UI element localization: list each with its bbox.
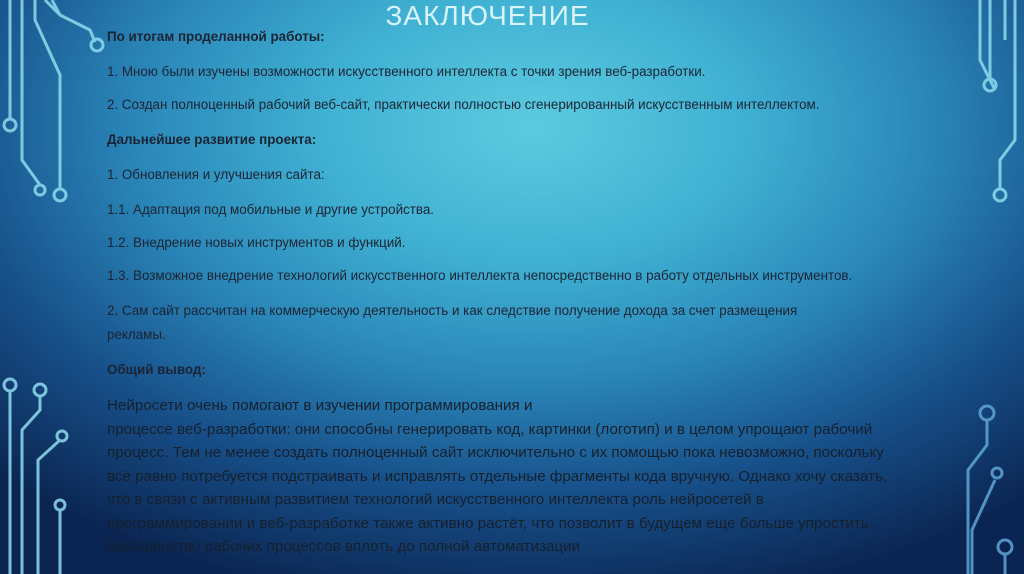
section-heading: По итогам проделанной работы: [107, 29, 325, 44]
list-item: 2. Сам сайт рассчитан на коммерческую деятельность и как следствие получение дохода за счет размещения [107, 303, 798, 318]
paragraph-line: большинство рабочих процессов вплоть до полной автоматизации [107, 538, 581, 555]
paragraph-line: программировании и веб-разработке также активно растёт, что позволит в будущем еще больше упростить [107, 514, 869, 532]
paragraph-line: процессе веб-разработки: они способны генерировать код, картинки (логотип) и в целом упрощают рабочий [107, 420, 873, 438]
slide-title: ЗАКЛЮЧЕНИЕ [385, 0, 590, 31]
paragraph-line: процесс. Тем не менее создать полноценный сайт исключительно с их помощью пока невозможно, поскольку [107, 444, 884, 461]
list-item: 1. Обновления и улучшения сайта: [107, 167, 325, 182]
section-heading: Дальнейшее развитие проекта: [107, 132, 317, 147]
list-item: 1. Мною были изучены возможности искусственного интеллекта с точки зрения веб-разработки. [107, 64, 706, 79]
paragraph-line: Нейросети очень помогают в изучении программирования и [107, 397, 533, 414]
list-item: 1.3. Возможное внедрение технологий искусственного интеллекта непосредственно в работу отдельных инструментов. [107, 268, 853, 283]
list-item: рекламы. [107, 327, 166, 342]
paragraph-line: что в связи с активным развитием технологий искусственного интеллекта роль нейросетей в [107, 491, 764, 508]
conclusion-paragraph [107, 394, 937, 559]
list-item: 1.2. Внедрение новых инструментов и функций. [107, 235, 406, 250]
list-item: 2. Создан полноценный рабочий веб-сайт, практически полностью сгенерированный искусственным интеллектом. [107, 97, 820, 112]
list-item: 1.1. Адаптация под мобильные и другие устройства. [107, 202, 435, 217]
paragraph-line: всё равно потребуется подстраивать и исправлять отдельные фрагменты кода вручную. Однако хочу сказать, [107, 467, 888, 485]
section-heading: Общий вывод: [107, 362, 206, 377]
